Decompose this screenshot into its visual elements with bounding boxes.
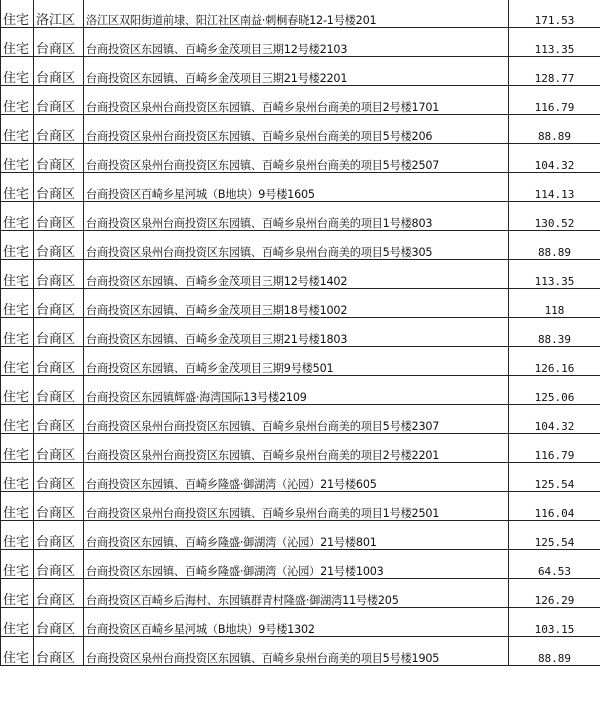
district-cell: 台商区 [34, 57, 84, 86]
property-type-cell: 住宅 [1, 318, 34, 347]
area-cell: 114.13 [509, 173, 600, 202]
area-cell: 113.35 [509, 28, 600, 57]
area-cell: 88.89 [509, 637, 600, 666]
district-cell: 台商区 [34, 579, 84, 608]
property-type-cell: 住宅 [1, 28, 34, 57]
area-cell: 116.04 [509, 492, 600, 521]
table-row [1, 637, 600, 666]
address-cell: 台商投资区泉州台商投资区东园镇、百崎乡泉州台商美的项目5号楼1905 [84, 637, 509, 666]
address-cell: 台商投资区东园镇、百崎乡隆盛·御湖湾（沁园）21号楼801 [84, 521, 509, 550]
district-cell: 台商区 [34, 28, 84, 57]
table-row [1, 115, 600, 144]
address-cell: 台商投资区东园镇、百崎乡金茂项目三期18号楼1002 [84, 289, 509, 318]
area-cell: 126.16 [509, 347, 600, 376]
property-type-cell: 住宅 [1, 173, 34, 202]
address-cell: 台商投资区泉州台商投资区东园镇、百崎乡泉州台商美的项目2号楼2201 [84, 434, 509, 463]
property-type-cell: 住宅 [1, 289, 34, 318]
table-row [1, 28, 600, 57]
area-cell: 171.53 [509, 0, 600, 28]
district-cell: 台商区 [34, 463, 84, 492]
district-cell: 台商区 [34, 405, 84, 434]
address-cell: 台商投资区百崎乡后海村、东园镇群青村隆盛·御湖湾11号楼205 [84, 579, 509, 608]
address-cell: 台商投资区东园镇、百崎乡金茂项目三期12号楼2103 [84, 28, 509, 57]
property-type-cell: 住宅 [1, 405, 34, 434]
table-row [1, 347, 600, 376]
property-type-cell: 住宅 [1, 86, 34, 115]
property-type-cell: 住宅 [1, 608, 34, 637]
area-cell: 64.53 [509, 550, 600, 579]
property-type-cell: 住宅 [1, 463, 34, 492]
address-cell: 台商投资区泉州台商投资区东园镇、百崎乡泉州台商美的项目2号楼1701 [84, 86, 509, 115]
property-type-cell: 住宅 [1, 202, 34, 231]
district-cell: 台商区 [34, 550, 84, 579]
property-type-cell: 住宅 [1, 637, 34, 666]
district-cell: 台商区 [34, 318, 84, 347]
area-cell: 126.29 [509, 579, 600, 608]
district-cell: 台商区 [34, 202, 84, 231]
district-cell: 台商区 [34, 434, 84, 463]
property-type-cell: 住宅 [1, 57, 34, 86]
area-cell: 125.06 [509, 376, 600, 405]
table-row [1, 434, 600, 463]
district-cell: 台商区 [34, 115, 84, 144]
district-cell: 台商区 [34, 289, 84, 318]
district-cell: 台商区 [34, 376, 84, 405]
table-row [1, 289, 600, 318]
area-cell: 125.54 [509, 521, 600, 550]
table-row [1, 173, 600, 202]
table-body [1, 0, 600, 666]
address-cell: 台商投资区东园镇辉盛·海湾国际13号楼2109 [84, 376, 509, 405]
address-cell: 台商投资区东园镇、百崎乡金茂项目三期21号楼2201 [84, 57, 509, 86]
table-row [1, 260, 600, 289]
table-row [1, 318, 600, 347]
area-cell: 116.79 [509, 86, 600, 115]
address-cell: 台商投资区东园镇、百崎乡金茂项目三期21号楼1803 [84, 318, 509, 347]
district-cell: 台商区 [34, 231, 84, 260]
area-cell: 103.15 [509, 608, 600, 637]
area-cell: 118 [509, 289, 600, 318]
address-cell: 台商投资区百崎乡星河城（B地块）9号楼1605 [84, 173, 509, 202]
table-row [1, 86, 600, 115]
district-cell: 台商区 [34, 492, 84, 521]
district-cell: 台商区 [34, 608, 84, 637]
address-cell: 台商投资区泉州台商投资区东园镇、百崎乡泉州台商美的项目5号楼2307 [84, 405, 509, 434]
address-cell: 台商投资区泉州台商投资区东园镇、百崎乡泉州台商美的项目1号楼803 [84, 202, 509, 231]
district-cell: 台商区 [34, 86, 84, 115]
address-cell: 台商投资区东园镇、百崎乡金茂项目三期9号楼501 [84, 347, 509, 376]
district-cell: 台商区 [34, 144, 84, 173]
area-cell: 104.32 [509, 144, 600, 173]
area-cell: 128.77 [509, 57, 600, 86]
table-row [1, 231, 600, 260]
table-row [1, 57, 600, 86]
area-cell: 116.79 [509, 434, 600, 463]
property-type-cell: 住宅 [1, 521, 34, 550]
property-type-cell: 住宅 [1, 260, 34, 289]
table-row [1, 405, 600, 434]
property-type-cell: 住宅 [1, 347, 34, 376]
address-cell: 台商投资区百崎乡星河城（B地块）9号楼1302 [84, 608, 509, 637]
district-cell: 台商区 [34, 521, 84, 550]
area-cell: 88.39 [509, 318, 600, 347]
address-cell: 台商投资区东园镇、百崎乡隆盛·御湖湾（沁园）21号楼605 [84, 463, 509, 492]
property-type-cell: 住宅 [1, 231, 34, 260]
property-type-cell: 住宅 [1, 376, 34, 405]
area-cell: 104.32 [509, 405, 600, 434]
table-row [1, 463, 600, 492]
property-type-cell: 住宅 [1, 579, 34, 608]
table-row [1, 492, 600, 521]
area-cell: 125.54 [509, 463, 600, 492]
district-cell: 台商区 [34, 260, 84, 289]
address-cell: 台商投资区泉州台商投资区东园镇、百崎乡泉州台商美的项目1号楼2501 [84, 492, 509, 521]
property-type-cell: 住宅 [1, 144, 34, 173]
table-row [1, 550, 600, 579]
property-type-cell: 住宅 [1, 434, 34, 463]
address-cell: 台商投资区东园镇、百崎乡隆盛·御湖湾（沁园）21号楼1003 [84, 550, 509, 579]
district-cell: 台商区 [34, 173, 84, 202]
address-cell: 台商投资区泉州台商投资区东园镇、百崎乡泉州台商美的项目5号楼206 [84, 115, 509, 144]
area-cell: 113.35 [509, 260, 600, 289]
property-type-cell: 住宅 [1, 0, 34, 28]
address-cell: 台商投资区东园镇、百崎乡金茂项目三期12号楼1402 [84, 260, 509, 289]
table-row [1, 376, 600, 405]
property-type-cell: 住宅 [1, 115, 34, 144]
address-cell: 洛江区双阳街道前埭、阳江社区南益·刺桐春晓12-1号楼201 [84, 0, 509, 28]
property-type-cell: 住宅 [1, 492, 34, 521]
area-cell: 88.89 [509, 231, 600, 260]
address-cell: 台商投资区泉州台商投资区东园镇、百崎乡泉州台商美的项目5号楼305 [84, 231, 509, 260]
table-row [1, 202, 600, 231]
table-row [1, 608, 600, 637]
district-cell: 台商区 [34, 347, 84, 376]
address-cell: 台商投资区泉州台商投资区东园镇、百崎乡泉州台商美的项目5号楼2507 [84, 144, 509, 173]
district-cell: 洛江区 [34, 0, 84, 28]
table-row [1, 521, 600, 550]
property-type-cell: 住宅 [1, 550, 34, 579]
district-cell: 台商区 [34, 637, 84, 666]
area-cell: 88.89 [509, 115, 600, 144]
table-row [1, 144, 600, 173]
table-row [1, 0, 600, 28]
table-row [1, 579, 600, 608]
area-cell: 130.52 [509, 202, 600, 231]
